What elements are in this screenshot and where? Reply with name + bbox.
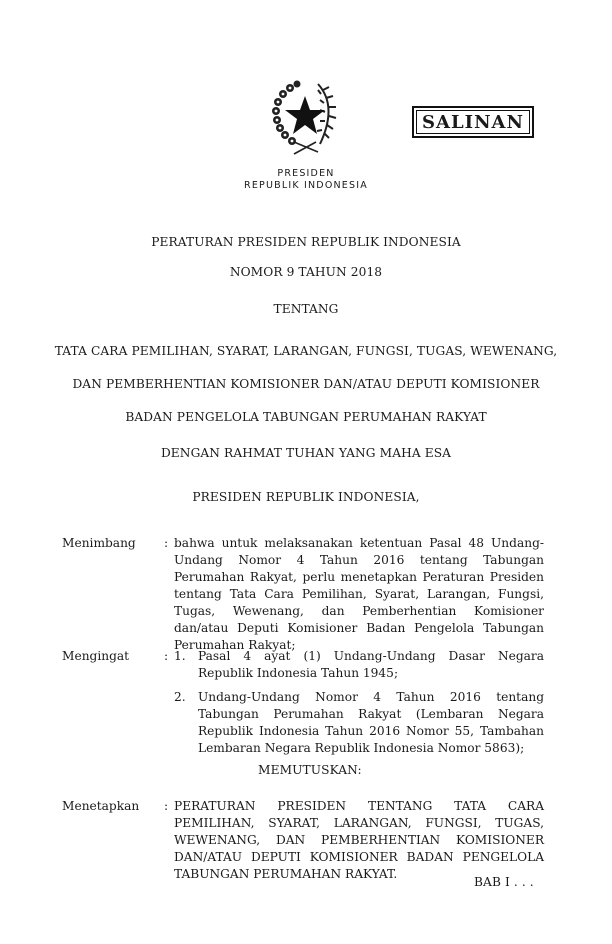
president-label-line2: REPUBLIK INDONESIA — [244, 180, 368, 191]
subject-line-2: DAN PEMBERHENTIAN KOMISIONER DAN/ATAU DEPUTI KOMISIONER — [72, 377, 540, 391]
issuer-line: PRESIDEN REPUBLIK INDONESIA, — [192, 490, 420, 504]
menetapkan-label: Menetapkan — [62, 799, 140, 813]
mengingat-colon: : — [164, 649, 169, 663]
menimbang-text: bahwa untuk melaksanakan ketentuan Pasal 48 Undang-Undang Nomor 4 Tahun 2016 tentang Tabungan Perumahan Rakyat, perlu menetapkan Peraturan Presiden tentang Tata Cara Pemilihan, Syarat, Larangan, Fungsi, Tugas, Wewenang, dan Pemberhentian Komisioner dan/atau Deputi Komisioner Badan Pengelola Tabungan Perumahan Rakyat; — [174, 536, 544, 652]
menetapkan-text: PERATURAN PRESIDEN TENTANG TATA CARA PEMILIHAN, SYARAT, LARANGAN, FUNGSI, TUGAS, WEWENANG, DAN PEMBERHENTIAN KOMISIONER DAN/ATAU DEPUTI KOMISIONER BADAN PENGELOLA TABUNGAN PERUMAHAN RAKYAT. — [174, 799, 544, 881]
salinan-stamp — [412, 106, 534, 138]
blessing-line: DENGAN RAHMAT TUHAN YANG MAHA ESA — [160, 446, 452, 460]
tentang-heading: TENTANG — [273, 302, 339, 316]
mengingat-label: Mengingat — [62, 649, 130, 663]
mengingat-item-2-text: Undang-Undang Nomor 4 Tahun 2016 tentang Tabungan Perumahan Rakyat (Lembaran Negara Republik Indonesia Tahun 2016 Nomor 55, Tambahan Lembaran Negara Republik Indonesia Nomor 5863); — [198, 690, 544, 755]
regulation-number: NOMOR 9 TAHUN 2018 — [229, 265, 383, 279]
continuation-marker: BAB I . . . — [474, 875, 534, 889]
regulation-type: PERATURAN PRESIDEN REPUBLIK INDONESIA — [151, 235, 461, 249]
menimbang-colon: : — [164, 536, 169, 550]
memutuskan-heading: MEMUTUSKAN: — [258, 763, 362, 777]
president-label — [0, 168, 612, 192]
menimbang-label: Menimbang — [62, 536, 136, 550]
menetapkan-colon: : — [164, 799, 169, 813]
subject-line-3: BADAN PENGELOLA TABUNGAN PERUMAHAN RAKYAT — [125, 410, 487, 424]
garuda-presidential-emblem-icon — [268, 76, 342, 160]
subject-line-1: TATA CARA PEMILIHAN, SYARAT, LARANGAN, FUNGSI, TUGAS, WEWENANG, — [54, 344, 558, 358]
salinan-label: SALINAN — [422, 111, 524, 133]
mengingat-item-1-number: 1. — [174, 649, 186, 663]
president-label-line1: PRESIDEN — [277, 168, 335, 179]
mengingat-item-2-number: 2. — [174, 690, 186, 704]
mengingat-item-1-text: Pasal 4 ayat (1) Undang-Undang Dasar Negara Republik Indonesia Tahun 1945; — [198, 649, 544, 680]
